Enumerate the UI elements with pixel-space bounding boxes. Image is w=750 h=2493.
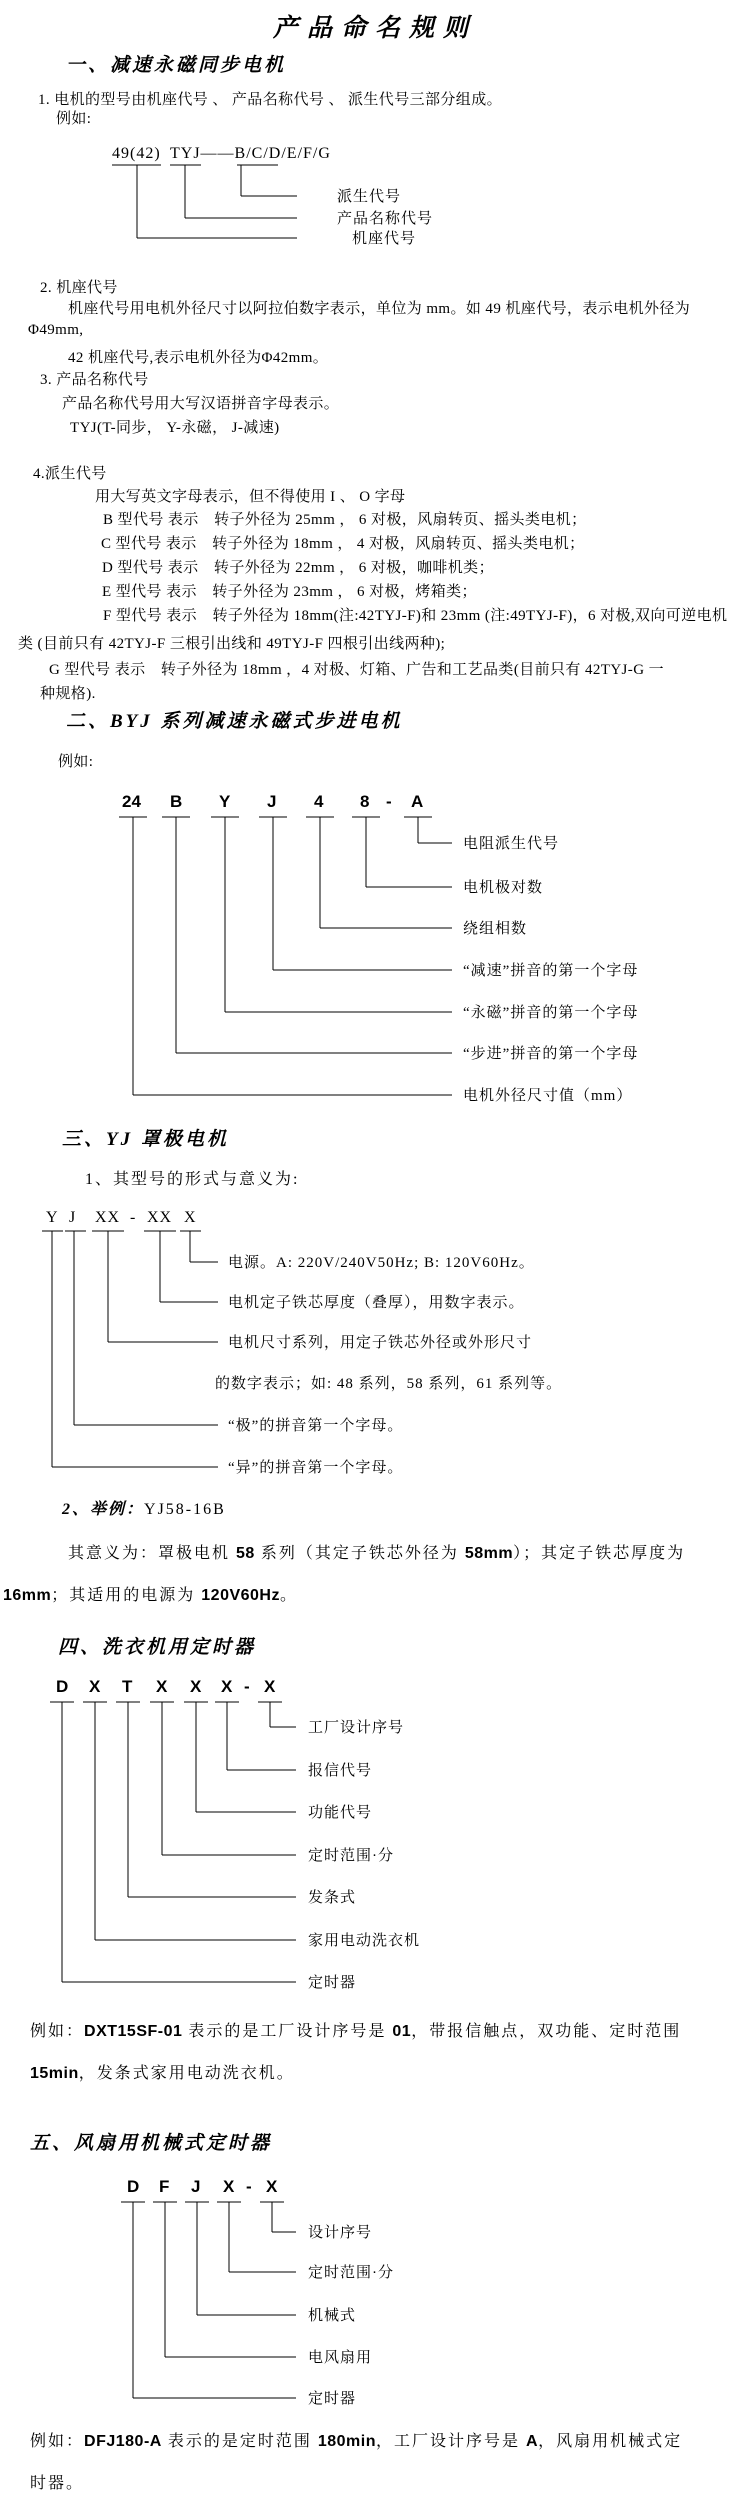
text-segment: ，工厂设计序号是 xyxy=(375,2433,526,2450)
diagram-code-char: TYJ——B/C/D/E/F/G xyxy=(170,145,331,162)
section-1-item-2-line-1: 机座代号用电机外径尺寸以阿拉伯数字表示，单位为 mm。如 49 机座代号，表示电机外径为 xyxy=(68,301,691,317)
section-1-example-label: 例如: xyxy=(56,111,92,127)
diagram-code-char: X xyxy=(184,1209,197,1226)
section-2-example-label: 例如: xyxy=(58,754,94,770)
section-3-meaning-line-2 xyxy=(3,1582,298,1605)
diagram-code-char: 49(42) xyxy=(112,145,161,162)
callout-label: 绕组相数 xyxy=(463,921,528,937)
section-3-sub-2 xyxy=(62,1496,226,1519)
callout-label: 定时器 xyxy=(308,1975,357,1991)
diagram-stepper-model-code xyxy=(0,790,750,1127)
diagram-code-char: - xyxy=(246,2177,252,2196)
section-4-example-line-1 xyxy=(30,2018,681,2041)
diagram-code-char: XX xyxy=(95,1209,121,1226)
section-1-item-3-title: 3. 产品名称代号 xyxy=(40,372,149,388)
diagram-code-char: T xyxy=(122,1677,133,1696)
callout-label: 功能代号 xyxy=(308,1805,373,1821)
diagram-motor-model-code xyxy=(0,140,750,260)
diagram-code-char: 4 xyxy=(314,792,324,811)
diagram-code-char: X xyxy=(89,1677,101,1696)
model-code-diagram xyxy=(0,1205,750,1490)
section-5-example-line-2 xyxy=(30,2470,84,2493)
text-segment: 时器。 xyxy=(30,2475,85,2492)
diagram-code-char: X xyxy=(190,1677,202,1696)
text-segment: ，风扇用机械式定 xyxy=(538,2433,683,2450)
section-1-item-1: 1. 电机的型号由机座代号 、 产品名称代号 、 派生代号三部分组成。 xyxy=(38,92,503,108)
text-segment: 例如： xyxy=(30,2023,85,2040)
text-segment: ，带报信触点，双功能、定时范围 xyxy=(411,2023,682,2040)
section-1-item-2-title: 2. 机座代号 xyxy=(40,280,118,296)
section-3-sub-1: 1、其型号的形式与意义为: xyxy=(85,1171,300,1188)
text-segment: A xyxy=(526,2433,539,2450)
callout-label-continuation: 的数字表示；如: 48 系列，58 系列，61 系列等。 xyxy=(215,1376,563,1392)
text-segment: ；其适用的电源为 xyxy=(51,1587,202,1604)
type-code-c: C 型代号 表示 转子外径为 18mm ， 4 对极，风扇转页、摇头类电机； xyxy=(101,536,585,552)
type-code-b: B 型代号 表示 转子外径为 25mm ， 6 对极，风扇转页、摇头类电机； xyxy=(103,512,587,528)
text-segment: 120V60Hz xyxy=(201,1587,280,1604)
diagram-code-char: F xyxy=(159,2177,170,2196)
text-segment: 系列（其定子铁芯外径为 xyxy=(254,1545,465,1562)
section-4-example-line-2 xyxy=(30,2060,295,2083)
diagram-code-char: - xyxy=(386,792,392,811)
diagram-code-char: 8 xyxy=(360,792,370,811)
callout-label: 定时器 xyxy=(308,2391,357,2407)
model-code-diagram xyxy=(0,790,750,1122)
text-segment: ）；其定子铁芯厚度为 xyxy=(513,1545,686,1562)
callout-label: “永磁”拼音的第一个字母 xyxy=(463,1005,639,1021)
diagram-code-char: X xyxy=(264,1677,276,1696)
section-5-heading: 五、风扇用机械式定时器 xyxy=(30,2133,273,2154)
diagram-code-char: XX xyxy=(147,1209,173,1226)
callout-label: 电阻派生代号 xyxy=(463,836,560,852)
diagram-code-char: D xyxy=(127,2177,140,2196)
diagram-washer-timer-model-code xyxy=(0,1675,750,2012)
section-3-sub-2-code: YJ58-16B xyxy=(144,1501,226,1518)
callout-label: 家用电动洗衣机 xyxy=(308,1933,421,1949)
page-title: 产品命名规则 xyxy=(272,15,477,42)
text-segment: 58 xyxy=(236,1545,255,1562)
diagram-code-char: X xyxy=(223,2177,235,2196)
type-code-f-line-2: 类 (目前只有 42TYJ-F 三根引出线和 49TYJ-F 四根引出线两种); xyxy=(18,636,446,652)
callout-label: 机座代号 xyxy=(352,231,417,247)
diagram-code-char: A xyxy=(411,792,424,811)
model-code-diagram xyxy=(0,140,750,255)
model-code-diagram xyxy=(0,1675,750,2007)
section-1-item-2-line-2: Φ49mm, xyxy=(28,322,84,338)
text-segment: 58mm xyxy=(464,1545,514,1562)
callout-label: 电风扇用 xyxy=(308,2350,373,2366)
diagram-code-char: X xyxy=(221,1677,233,1696)
text-segment: 其意义为：罩极电机 xyxy=(68,1545,237,1562)
callout-label: 机械式 xyxy=(308,2308,357,2324)
section-5-example-line-1 xyxy=(30,2428,682,2451)
section-1-item-4-line-1: 用大写英文字母表示，但不得使用 I 、 O 字母 xyxy=(95,489,406,505)
section-1-item-2-line-3: 42 机座代号,表示电机外径为Φ42mm。 xyxy=(68,350,329,366)
diagram-code-char: 24 xyxy=(122,792,141,811)
text-segment: ，发条式家用电动洗衣机。 xyxy=(78,2065,295,2082)
diagram-code-char: J xyxy=(191,2177,201,2196)
callout-label: 电机定子铁芯厚度（叠厚），用数字表示。 xyxy=(228,1295,525,1311)
section-1-heading: 一、减速永磁同步电机 xyxy=(66,55,287,76)
text-segment: 表示的是定时范围 xyxy=(161,2433,318,2450)
callout-label: 定时范围·分 xyxy=(308,2265,394,2281)
section-3-heading: 三、YJ 罩极电机 xyxy=(62,1129,229,1150)
type-code-g-line-1: G 型代号 表示 转子外径为 18mm ，4 对极、灯箱、广告和工艺品类(目前只有 42TYJ-G 一 xyxy=(49,662,664,678)
callout-label: 电机外径尺寸值（mm） xyxy=(463,1088,633,1104)
callout-label: 报信代号 xyxy=(308,1763,373,1779)
callout-label: 工厂设计序号 xyxy=(308,1720,405,1736)
diagram-code-char: X xyxy=(156,1677,168,1696)
section-2-heading: 二、BYJ 系列减速永磁式步进电机 xyxy=(66,711,403,732)
diagram-code-char: D xyxy=(56,1677,69,1696)
callout-label: 电机极对数 xyxy=(463,880,544,896)
callout-label: “减速”拼音的第一个字母 xyxy=(463,963,639,979)
model-code-diagram xyxy=(0,2175,750,2425)
callout-label: 派生代号 xyxy=(337,189,402,205)
diagram-code-char: Y xyxy=(46,1209,59,1226)
section-1-item-3-line-1: 产品名称代号用大写汉语拼音字母表示。 xyxy=(62,396,340,412)
section-1-item-3-line-2: TYJ(T-同步， Y-永磁， J-减速) xyxy=(70,420,280,436)
callout-label: 电源。A: 220V/240V50Hz; B: 120V60Hz。 xyxy=(228,1255,535,1271)
text-segment: 。 xyxy=(279,1587,298,1604)
section-1-item-4-title: 4.派生代号 xyxy=(33,466,107,482)
callout-label: “异”的拼音第一个字母。 xyxy=(228,1460,404,1476)
text-segment: DXT15SF-01 xyxy=(84,2023,183,2040)
diagram-fan-timer-model-code xyxy=(0,2175,750,2430)
callout-label: 发条式 xyxy=(308,1890,357,1906)
text-segment: DFJ180-A xyxy=(84,2433,162,2450)
type-code-d: D 型代号 表示 转子外径为 22mm ， 6 对极，咖啡机类； xyxy=(102,560,494,576)
diagram-code-char: B xyxy=(170,792,183,811)
diagram-code-char: - xyxy=(244,1677,250,1696)
callout-label: “步进”拼音的第一个字母 xyxy=(463,1046,639,1062)
diagram-code-char: X xyxy=(266,2177,278,2196)
callout-label: “极”的拼音第一个字母。 xyxy=(228,1418,404,1434)
text-segment: 15min xyxy=(30,2065,79,2082)
callout-label: 定时范围·分 xyxy=(308,1848,394,1864)
diagram-code-char: J xyxy=(69,1209,77,1226)
type-code-f-line-1: F 型代号 表示 转子外径为 18mm(注:42TYJ-F)和 23mm (注:49TYJ-F)，6 对极,双向可逆电机 xyxy=(103,608,728,624)
text-segment: 16mm xyxy=(3,1587,52,1604)
section-4-heading: 四、洗衣机用定时器 xyxy=(58,1637,257,1658)
callout-label: 电机尺寸系列，用定子铁芯外径或外形尺寸 xyxy=(228,1335,533,1351)
type-code-g-line-2: 种规格). xyxy=(40,686,96,702)
diagram-shaded-pole-model-code xyxy=(0,1205,750,1495)
text-segment: 例如： xyxy=(30,2433,85,2450)
type-code-e: E 型代号 表示 转子外径为 23mm ， 6 对极，烤箱类； xyxy=(102,584,477,600)
diagram-code-char: J xyxy=(267,792,277,811)
section-3-meaning-line-1 xyxy=(68,1540,685,1563)
callout-label: 产品名称代号 xyxy=(337,211,434,227)
text-segment: 01 xyxy=(392,2023,412,2040)
section-3-sub-2-prefix: 2、举例： xyxy=(62,1501,145,1518)
text-segment: 表示的是工厂设计序号是 xyxy=(182,2023,393,2040)
text-segment: 180min xyxy=(317,2433,376,2450)
callout-label: 设计序号 xyxy=(308,2225,373,2241)
diagram-code-char: - xyxy=(130,1209,137,1226)
diagram-code-char: Y xyxy=(219,792,231,811)
